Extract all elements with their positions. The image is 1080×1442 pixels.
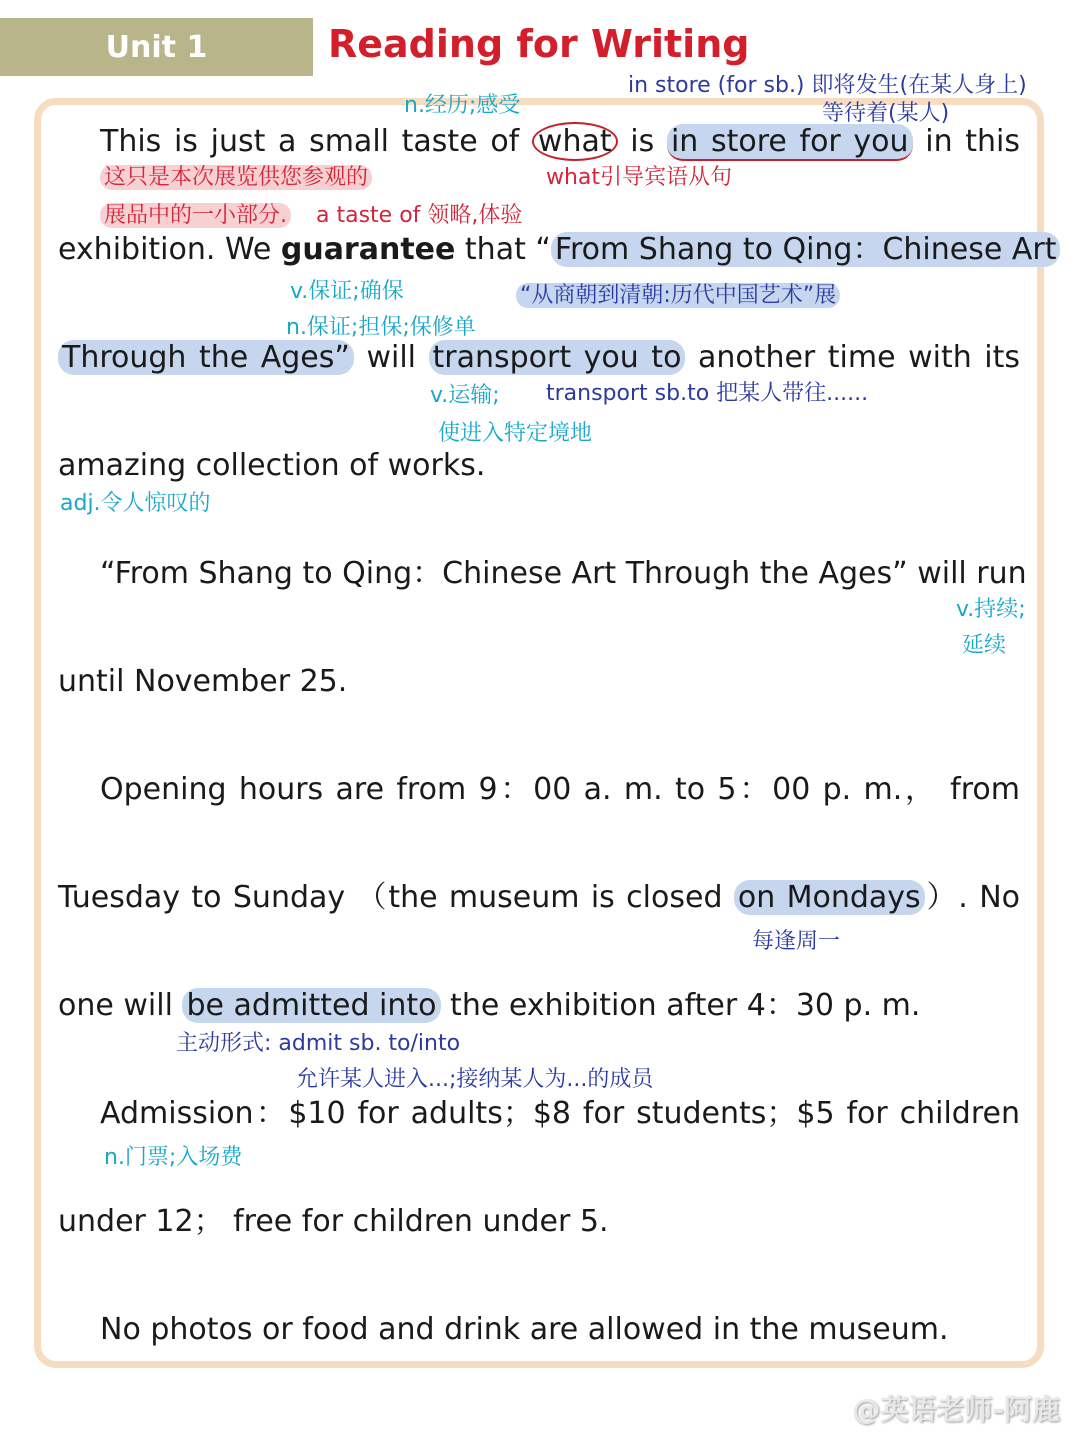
note-transport-v: v.运输; — [430, 383, 500, 408]
note-admission: n.门票;入场费 — [104, 1145, 243, 1170]
p3-line1: Opening hours are from 9：00 a. m. to 5：00 p. m.， from — [100, 772, 1020, 807]
note-taste-cn2: 展品中的一小部分. — [100, 202, 291, 230]
page-title: Reading for Writing — [328, 22, 750, 66]
note-transport-v2: 使进入特定境地 — [438, 421, 593, 446]
watermark: @英语老师-阿鹿 — [852, 1393, 1060, 1426]
what-word: what — [532, 122, 618, 161]
note-exhibit-cn: “从商朝到清朝:历代中国艺术”展 — [516, 282, 840, 310]
p1-line4: amazing collection of works. — [58, 448, 486, 483]
note-admit-1: 主动形式: admit sb. to/into — [176, 1031, 461, 1056]
note-guarantee-v: v.保证;确保 — [290, 279, 404, 304]
in-store-phrase: in store for you — [667, 124, 913, 161]
note-a-taste-of: a taste of 领略,体验 — [316, 203, 523, 228]
note-in-store-1: in store (for sb.) 即将发生(在某人身上) — [628, 73, 1027, 98]
p2-line2: until November 25. — [58, 664, 348, 699]
note-taste-cn1: 这只是本次展览供您参观的 — [100, 164, 372, 192]
note-admit-2: 允许某人进入...;接纳某人为...的成员 — [296, 1067, 654, 1092]
p3-line3: one will be admitted into the exhibition after 4：30 p. m. — [58, 988, 921, 1023]
note-transport-phrase: transport sb.to 把某人带往...... — [546, 381, 869, 406]
unit-tab: Unit 1 — [0, 18, 313, 76]
note-run-2: 延续 — [962, 633, 1007, 658]
note-mondays: 每逢周一 — [752, 929, 841, 954]
p4-line2: under 12； free for children under 5. — [58, 1204, 609, 1239]
note-taste-n: n.经历;感受 — [404, 93, 521, 118]
note-amazing: adj.令人惊叹的 — [60, 491, 211, 516]
note-run-1: v.持续; — [956, 597, 1026, 622]
p4-line1: Admission：$10 for adults；$8 for students；$5 for children — [100, 1096, 1020, 1131]
p3-line2: Tuesday to Sunday （the museum is closed on Mondays ）. No — [58, 880, 1021, 915]
note-guarantee-n: n.保证;担保;保修单 — [286, 315, 476, 340]
p2-line1: “From Shang to Qing：Chinese Art Through the Ages” will run — [100, 556, 1027, 591]
note-what: what引导宾语从句 — [546, 165, 733, 190]
p1-line3: Through the Ages” will transport you to another time with its — [58, 338, 1020, 378]
p1-line2: exhibition. We guarantee that “ From Shang to Qing：Chinese Art — [58, 230, 1020, 270]
p5-line1: No photos or food and drink are allowed in the museum. — [100, 1312, 949, 1347]
note-in-store-2: 等待着(某人) — [822, 101, 950, 126]
p1-line1: This is just a small taste of what is in store for you in this — [100, 124, 1020, 159]
